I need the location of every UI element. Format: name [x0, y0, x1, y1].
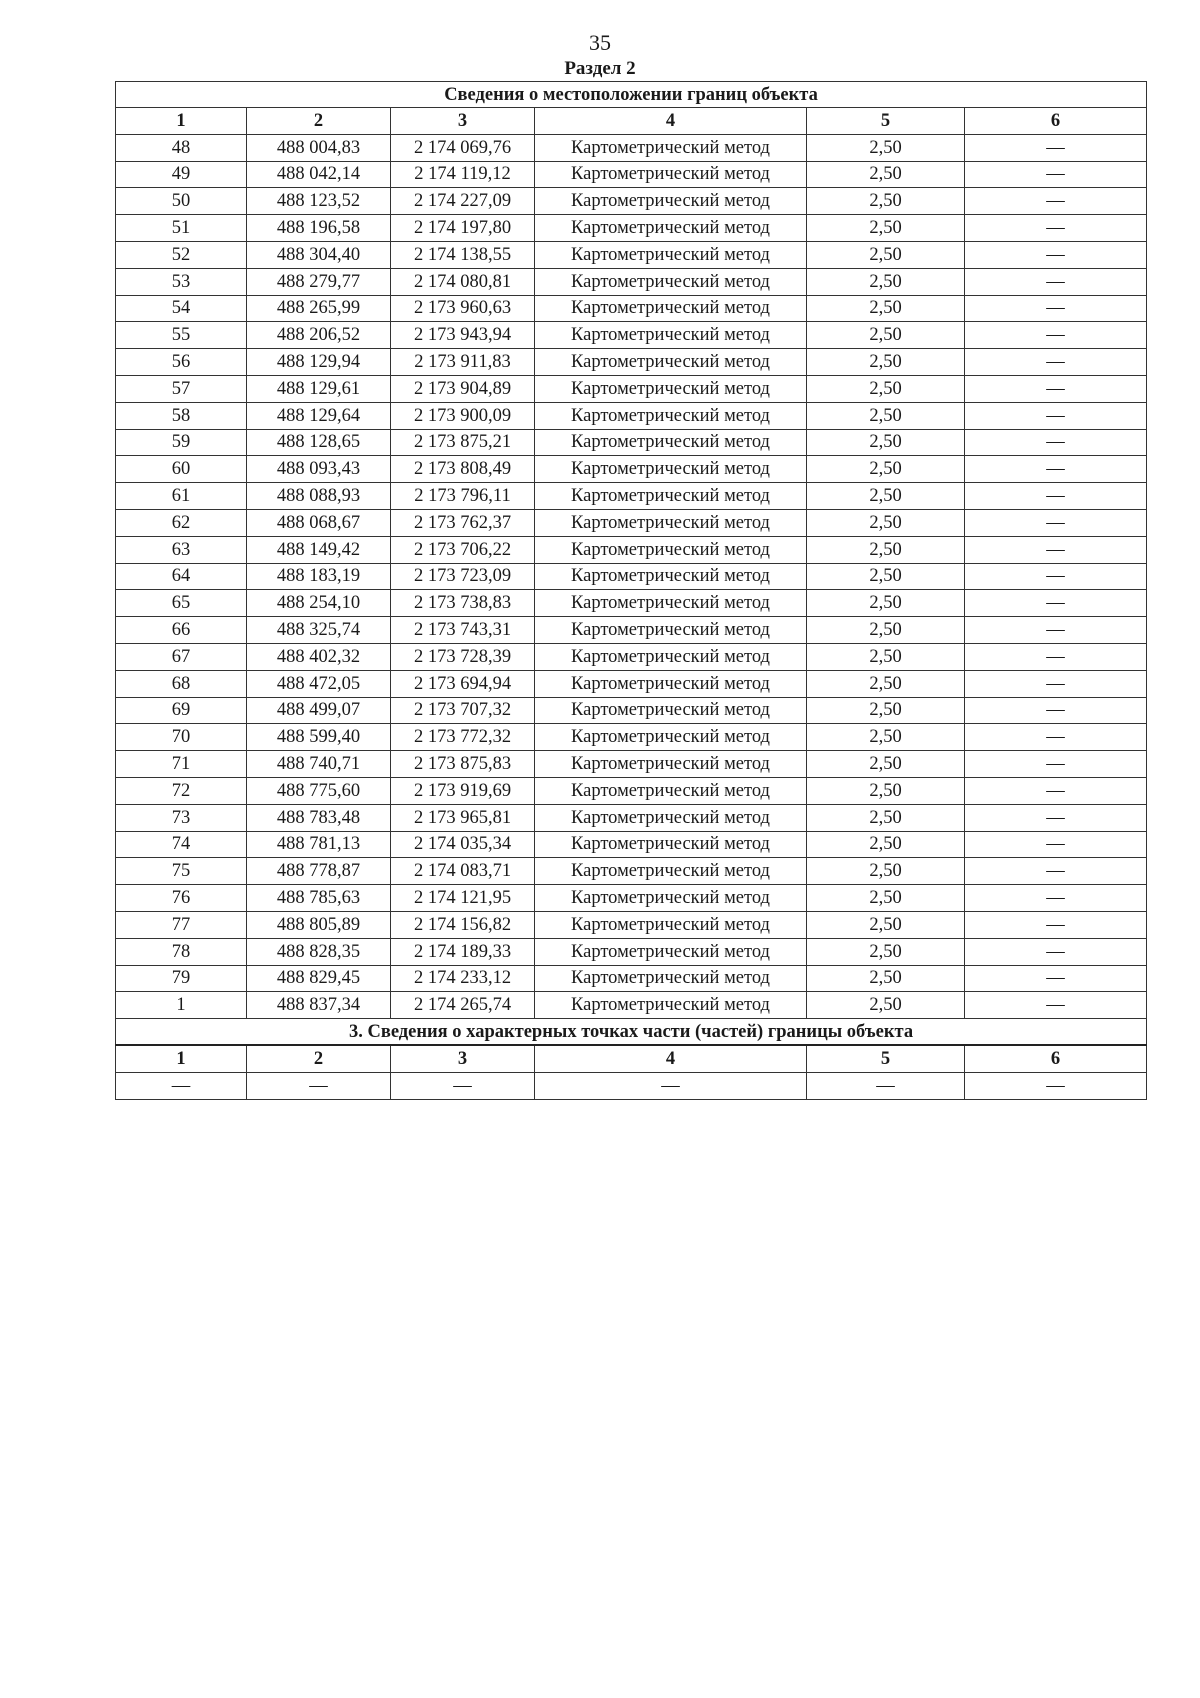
x-coordinate-cell: 488 183,19	[247, 563, 391, 590]
point-number-cell: 67	[116, 643, 247, 670]
description-cell: —	[965, 402, 1147, 429]
x-coordinate-cell: 488 265,99	[247, 295, 391, 322]
y-coordinate-cell: 2 173 911,83	[391, 349, 535, 376]
point-number-cell: 66	[116, 617, 247, 644]
accuracy-cell: 2,50	[807, 349, 965, 376]
method-cell: Картометрический метод	[535, 751, 807, 778]
accuracy-cell: 2,50	[807, 965, 965, 992]
x-coordinate-cell: 488 196,58	[247, 215, 391, 242]
description-cell: —	[965, 858, 1147, 885]
description-cell: —	[965, 643, 1147, 670]
description-cell: —	[965, 804, 1147, 831]
y-coordinate-cell: 2 173 796,11	[391, 483, 535, 510]
table-row	[116, 885, 1147, 912]
description-cell: —	[965, 831, 1147, 858]
boundary-table-body	[116, 82, 1147, 1100]
method-cell: —	[535, 1072, 807, 1099]
point-number-cell: 52	[116, 241, 247, 268]
x-coordinate-cell: 488 599,40	[247, 724, 391, 751]
table-row	[116, 858, 1147, 885]
y-coordinate-cell: 2 174 035,34	[391, 831, 535, 858]
x-coordinate-cell: 488 499,07	[247, 697, 391, 724]
y-coordinate-cell: 2 174 080,81	[391, 268, 535, 295]
y-coordinate-cell: 2 173 738,83	[391, 590, 535, 617]
method-cell: Картометрический метод	[535, 402, 807, 429]
page-number: 35	[589, 30, 611, 55]
table-row	[116, 617, 1147, 644]
point-number-cell: 79	[116, 965, 247, 992]
column-header: 3	[391, 108, 535, 135]
table-row	[116, 536, 1147, 563]
table-row	[116, 268, 1147, 295]
x-coordinate-cell: 488 093,43	[247, 456, 391, 483]
accuracy-cell: —	[807, 1072, 965, 1099]
table-row	[116, 563, 1147, 590]
table-caption-row	[116, 82, 1147, 108]
point-number-cell: 68	[116, 670, 247, 697]
table-caption: Сведения о местоположении границ объекта	[116, 82, 1147, 108]
method-cell: Картометрический метод	[535, 215, 807, 242]
point-number-cell: 75	[116, 858, 247, 885]
table-row	[116, 724, 1147, 751]
description-cell: —	[965, 241, 1147, 268]
x-coordinate-cell: 488 402,32	[247, 643, 391, 670]
y-coordinate-cell: 2 173 875,21	[391, 429, 535, 456]
method-cell: Картометрический метод	[535, 483, 807, 510]
method-cell: Картометрический метод	[535, 456, 807, 483]
method-cell: Картометрический метод	[535, 858, 807, 885]
description-cell: —	[965, 268, 1147, 295]
point-number-cell: 60	[116, 456, 247, 483]
accuracy-cell: 2,50	[807, 885, 965, 912]
y-coordinate-cell: 2 173 965,81	[391, 804, 535, 831]
description-cell: —	[965, 536, 1147, 563]
method-cell: Картометрический метод	[535, 295, 807, 322]
table-row	[116, 402, 1147, 429]
table-row	[116, 456, 1147, 483]
y-coordinate-cell: 2 173 723,09	[391, 563, 535, 590]
method-cell: Картометрический метод	[535, 965, 807, 992]
accuracy-cell: 2,50	[807, 402, 965, 429]
description-cell: —	[965, 670, 1147, 697]
table-row	[116, 965, 1147, 992]
description-cell: —	[965, 911, 1147, 938]
accuracy-cell: 2,50	[807, 617, 965, 644]
column-header: 2	[247, 108, 391, 135]
x-coordinate-cell: 488 206,52	[247, 322, 391, 349]
point-number-cell: 73	[116, 804, 247, 831]
x-coordinate-cell: —	[247, 1072, 391, 1099]
x-coordinate-cell: 488 828,35	[247, 938, 391, 965]
section-title: Раздел 2	[564, 58, 636, 79]
table-row	[116, 375, 1147, 402]
method-cell: Картометрический метод	[535, 670, 807, 697]
accuracy-cell: 2,50	[807, 295, 965, 322]
y-coordinate-cell: 2 173 743,31	[391, 617, 535, 644]
x-coordinate-cell: 488 783,48	[247, 804, 391, 831]
table-row	[116, 938, 1147, 965]
accuracy-cell: 2,50	[807, 456, 965, 483]
point-number-cell: 53	[116, 268, 247, 295]
point-number-cell: —	[116, 1072, 247, 1099]
parts-table-caption: 3. Сведения о характерных точках части (частей) границы объекта	[116, 1019, 1147, 1046]
y-coordinate-cell: 2 174 189,33	[391, 938, 535, 965]
description-cell: —	[965, 349, 1147, 376]
x-coordinate-cell: 488 068,67	[247, 509, 391, 536]
accuracy-cell: 2,50	[807, 563, 965, 590]
column-header: 3	[391, 1045, 535, 1072]
description-cell: —	[965, 992, 1147, 1019]
accuracy-cell: 2,50	[807, 724, 965, 751]
y-coordinate-cell: 2 173 919,69	[391, 777, 535, 804]
accuracy-cell: 2,50	[807, 938, 965, 965]
description-cell: —	[965, 215, 1147, 242]
accuracy-cell: 2,50	[807, 911, 965, 938]
description-cell: —	[965, 617, 1147, 644]
table-row	[116, 804, 1147, 831]
column-header: 1	[116, 108, 247, 135]
y-coordinate-cell: 2 173 707,32	[391, 697, 535, 724]
point-number-cell: 74	[116, 831, 247, 858]
table-row	[116, 188, 1147, 215]
method-cell: Картометрический метод	[535, 134, 807, 161]
accuracy-cell: 2,50	[807, 992, 965, 1019]
method-cell: Картометрический метод	[535, 724, 807, 751]
table-row	[116, 670, 1147, 697]
table-row	[116, 295, 1147, 322]
y-coordinate-cell: 2 174 069,76	[391, 134, 535, 161]
method-cell: Картометрический метод	[535, 643, 807, 670]
column-header: 2	[247, 1045, 391, 1072]
x-coordinate-cell: 488 781,13	[247, 831, 391, 858]
point-number-cell: 63	[116, 536, 247, 563]
accuracy-cell: 2,50	[807, 483, 965, 510]
x-coordinate-cell: 488 805,89	[247, 911, 391, 938]
description-cell: —	[965, 375, 1147, 402]
accuracy-cell: 2,50	[807, 375, 965, 402]
method-cell: Картометрический метод	[535, 536, 807, 563]
point-number-cell: 64	[116, 563, 247, 590]
point-number-cell: 70	[116, 724, 247, 751]
point-number-cell: 71	[116, 751, 247, 778]
method-cell: Картометрический метод	[535, 617, 807, 644]
table-row	[116, 215, 1147, 242]
parts-table-row	[116, 1072, 1147, 1099]
y-coordinate-cell: 2 173 960,63	[391, 295, 535, 322]
description-cell: —	[965, 938, 1147, 965]
method-cell: Картометрический метод	[535, 590, 807, 617]
x-coordinate-cell: 488 254,10	[247, 590, 391, 617]
x-coordinate-cell: 488 837,34	[247, 992, 391, 1019]
method-cell: Картометрический метод	[535, 563, 807, 590]
method-cell: Картометрический метод	[535, 268, 807, 295]
x-coordinate-cell: 488 123,52	[247, 188, 391, 215]
y-coordinate-cell: 2 174 119,12	[391, 161, 535, 188]
table-row	[116, 831, 1147, 858]
method-cell: Картометрический метод	[535, 885, 807, 912]
y-coordinate-cell: 2 173 943,94	[391, 322, 535, 349]
x-coordinate-cell: 488 128,65	[247, 429, 391, 456]
point-number-cell: 61	[116, 483, 247, 510]
boundary-table	[115, 81, 1147, 1100]
table-row	[116, 992, 1147, 1019]
accuracy-cell: 2,50	[807, 161, 965, 188]
y-coordinate-cell: 2 174 156,82	[391, 911, 535, 938]
x-coordinate-cell: 488 778,87	[247, 858, 391, 885]
point-number-cell: 48	[116, 134, 247, 161]
method-cell: Картометрический метод	[535, 188, 807, 215]
point-number-cell: 50	[116, 188, 247, 215]
table-row	[116, 509, 1147, 536]
method-cell: Картометрический метод	[535, 804, 807, 831]
point-number-cell: 59	[116, 429, 247, 456]
method-cell: Картометрический метод	[535, 777, 807, 804]
y-coordinate-cell: 2 173 694,94	[391, 670, 535, 697]
column-header: 5	[807, 108, 965, 135]
table-row	[116, 134, 1147, 161]
accuracy-cell: 2,50	[807, 670, 965, 697]
point-number-cell: 69	[116, 697, 247, 724]
description-cell: —	[965, 161, 1147, 188]
table-row	[116, 643, 1147, 670]
point-number-cell: 49	[116, 161, 247, 188]
accuracy-cell: 2,50	[807, 590, 965, 617]
x-coordinate-cell: 488 149,42	[247, 536, 391, 563]
y-coordinate-cell: 2 174 138,55	[391, 241, 535, 268]
column-header-row	[116, 108, 1147, 135]
x-coordinate-cell: 488 042,14	[247, 161, 391, 188]
y-coordinate-cell: 2 173 772,32	[391, 724, 535, 751]
description-cell: —	[965, 295, 1147, 322]
table-row	[116, 349, 1147, 376]
column-header: 4	[535, 1045, 807, 1072]
description-cell: —	[965, 429, 1147, 456]
method-cell: Картометрический метод	[535, 429, 807, 456]
description-cell: —	[965, 885, 1147, 912]
parts-column-header-row	[116, 1045, 1147, 1072]
y-coordinate-cell: 2 173 728,39	[391, 643, 535, 670]
accuracy-cell: 2,50	[807, 858, 965, 885]
point-number-cell: 55	[116, 322, 247, 349]
description-cell: —	[965, 134, 1147, 161]
y-coordinate-cell: 2 174 227,09	[391, 188, 535, 215]
x-coordinate-cell: 488 325,74	[247, 617, 391, 644]
x-coordinate-cell: 488 472,05	[247, 670, 391, 697]
method-cell: Картометрический метод	[535, 375, 807, 402]
table-row	[116, 777, 1147, 804]
x-coordinate-cell: 488 129,61	[247, 375, 391, 402]
column-header: 6	[965, 108, 1147, 135]
accuracy-cell: 2,50	[807, 322, 965, 349]
x-coordinate-cell: 488 829,45	[247, 965, 391, 992]
description-cell: —	[965, 724, 1147, 751]
accuracy-cell: 2,50	[807, 134, 965, 161]
x-coordinate-cell: 488 785,63	[247, 885, 391, 912]
accuracy-cell: 2,50	[807, 831, 965, 858]
accuracy-cell: 2,50	[807, 268, 965, 295]
x-coordinate-cell: 488 129,94	[247, 349, 391, 376]
column-header: 5	[807, 1045, 965, 1072]
point-number-cell: 62	[116, 509, 247, 536]
y-coordinate-cell: 2 174 121,95	[391, 885, 535, 912]
method-cell: Картометрический метод	[535, 831, 807, 858]
description-cell: —	[965, 483, 1147, 510]
x-coordinate-cell: 488 129,64	[247, 402, 391, 429]
x-coordinate-cell: 488 304,40	[247, 241, 391, 268]
y-coordinate-cell: 2 173 706,22	[391, 536, 535, 563]
description-cell: —	[965, 965, 1147, 992]
method-cell: Картометрический метод	[535, 241, 807, 268]
accuracy-cell: 2,50	[807, 751, 965, 778]
point-number-cell: 58	[116, 402, 247, 429]
method-cell: Картометрический метод	[535, 349, 807, 376]
y-coordinate-cell: 2 173 762,37	[391, 509, 535, 536]
column-header: 1	[116, 1045, 247, 1072]
table-row	[116, 241, 1147, 268]
point-number-cell: 1	[116, 992, 247, 1019]
y-coordinate-cell: 2 173 900,09	[391, 402, 535, 429]
description-cell: —	[965, 322, 1147, 349]
accuracy-cell: 2,50	[807, 188, 965, 215]
table-row	[116, 429, 1147, 456]
column-header: 4	[535, 108, 807, 135]
table-row	[116, 483, 1147, 510]
accuracy-cell: 2,50	[807, 697, 965, 724]
table-row	[116, 161, 1147, 188]
point-number-cell: 56	[116, 349, 247, 376]
point-number-cell: 77	[116, 911, 247, 938]
y-coordinate-cell: 2 173 904,89	[391, 375, 535, 402]
description-cell: —	[965, 1072, 1147, 1099]
method-cell: Картометрический метод	[535, 161, 807, 188]
column-header: 6	[965, 1045, 1147, 1072]
accuracy-cell: 2,50	[807, 804, 965, 831]
method-cell: Картометрический метод	[535, 322, 807, 349]
y-coordinate-cell: 2 174 083,71	[391, 858, 535, 885]
table-row	[116, 590, 1147, 617]
table-row	[116, 911, 1147, 938]
method-cell: Картометрический метод	[535, 938, 807, 965]
table-row	[116, 751, 1147, 778]
description-cell: —	[965, 697, 1147, 724]
y-coordinate-cell: 2 174 265,74	[391, 992, 535, 1019]
y-coordinate-cell: 2 173 808,49	[391, 456, 535, 483]
accuracy-cell: 2,50	[807, 777, 965, 804]
point-number-cell: 78	[116, 938, 247, 965]
y-coordinate-cell: 2 174 233,12	[391, 965, 535, 992]
x-coordinate-cell: 488 775,60	[247, 777, 391, 804]
point-number-cell: 51	[116, 215, 247, 242]
method-cell: Картометрический метод	[535, 992, 807, 1019]
x-coordinate-cell: 488 004,83	[247, 134, 391, 161]
accuracy-cell: 2,50	[807, 215, 965, 242]
parts-caption-row	[116, 1019, 1147, 1046]
y-coordinate-cell: —	[391, 1072, 535, 1099]
x-coordinate-cell: 488 740,71	[247, 751, 391, 778]
table-row	[116, 697, 1147, 724]
table-row	[116, 322, 1147, 349]
x-coordinate-cell: 488 088,93	[247, 483, 391, 510]
point-number-cell: 72	[116, 777, 247, 804]
method-cell: Картометрический метод	[535, 509, 807, 536]
description-cell: —	[965, 590, 1147, 617]
method-cell: Картометрический метод	[535, 911, 807, 938]
x-coordinate-cell: 488 279,77	[247, 268, 391, 295]
description-cell: —	[965, 751, 1147, 778]
description-cell: —	[965, 188, 1147, 215]
method-cell: Картометрический метод	[535, 697, 807, 724]
accuracy-cell: 2,50	[807, 509, 965, 536]
description-cell: —	[965, 509, 1147, 536]
description-cell: —	[965, 456, 1147, 483]
point-number-cell: 57	[116, 375, 247, 402]
point-number-cell: 65	[116, 590, 247, 617]
y-coordinate-cell: 2 173 875,83	[391, 751, 535, 778]
accuracy-cell: 2,50	[807, 241, 965, 268]
description-cell: —	[965, 563, 1147, 590]
point-number-cell: 76	[116, 885, 247, 912]
point-number-cell: 54	[116, 295, 247, 322]
description-cell: —	[965, 777, 1147, 804]
y-coordinate-cell: 2 174 197,80	[391, 215, 535, 242]
accuracy-cell: 2,50	[807, 536, 965, 563]
accuracy-cell: 2,50	[807, 643, 965, 670]
accuracy-cell: 2,50	[807, 429, 965, 456]
